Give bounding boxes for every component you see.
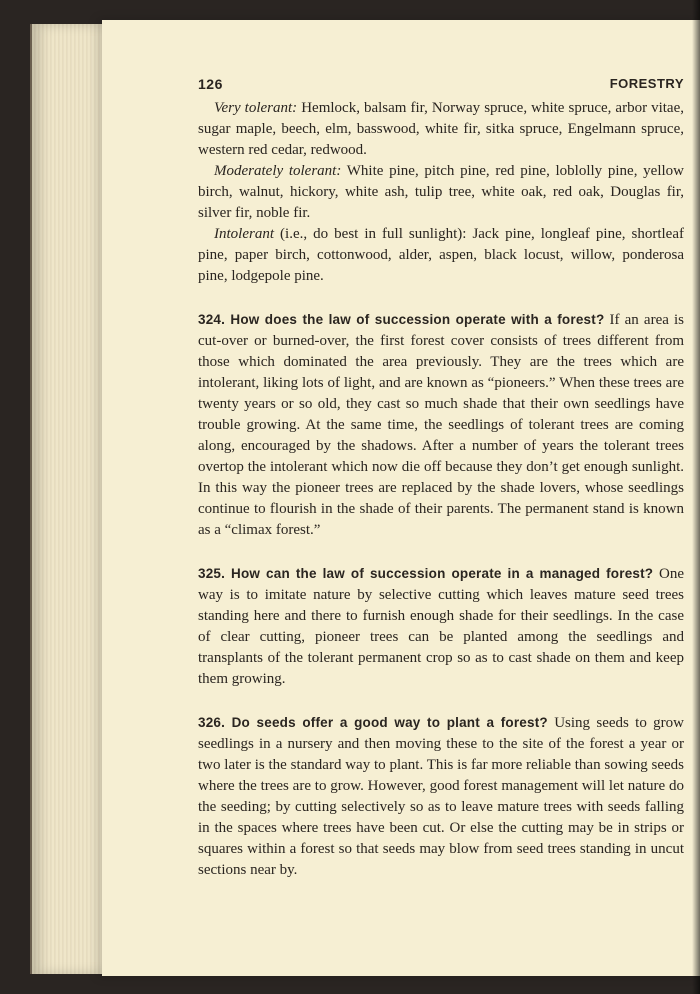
page-content [198,68,684,881]
very-tolerant-label: Very tolerant: [214,100,298,116]
question-326: 326. Do seeds offer a good way to plant a forest? [198,715,548,730]
page-header [198,68,684,92]
intolerant-label: Intolerant [214,226,274,242]
binding-shadow [692,0,700,994]
qa-326 [198,712,684,881]
moderately-tolerant-label: Moderately tolerant: [214,163,342,179]
moderately-tolerant-text: White pine, pitch pine, red pine, loblolly pine, yellow birch, walnut, hickory, white ash, tulip tree, white oak, red oak, Douglas fir, silver fir, noble fir. [198,163,684,221]
answer-324: If an area is cut-over or burned-over, the first forest cover consists of trees different from those which dominated the area previously. They are the trees which are intolerant, liking lots of light, and are known as “pioneers.” When these trees are twenty years or so old, they cast so much shade that their own seedlings have trouble growing. At the same time, the seedlings of tolerant trees are coming along, encouraged by the shadows. After a number of years the tolerant trees overtop the intolerant which now die off because they don’t get enough sunlight. In this way the pioneer trees are replaced by the shade lovers, whose seedlings continue to flourish in the shade of their parents. The permanent stand is known as a “climax forest.” [198,312,685,538]
question-324: 324. How does the law of succession operate with a forest? [198,312,605,327]
qa-325 [198,563,684,690]
page-number: 126 [198,76,223,92]
intolerant-paragraph [198,224,684,287]
answer-325: One way is to imitate nature by selective cutting which leaves mature seed trees standing here and there to furnish enough shade for their seedlings. In the case of clear cutting, pioneer trees can be planted among the seedlings and transplants of the tolerant permanent crop so as to cast shade on them and keep them growing. [198,566,684,687]
intolerant-text: (i.e., do best in full sunlight): Jack pine, longleaf pine, shortleaf pine, paper birch, cottonwood, alder, aspen, black locust, willow, ponderosa pine, lodgepole pine. [198,226,684,284]
answer-326: Using seeds to grow seedlings in a nursery and then moving these to the site of the forest a year or two later is the standard way to plant. This is far more reliable than sowing seeds where the trees are to grow. However, good forest management will let nature do the seeding; by cutting selectively so as to leave mature trees with seeds falling in the spaces where trees have been cut. Or else the cutting may be in strips or squares within a forest so that seeds may blow from seed trees standing in uncut sections near by. [198,715,684,878]
very-tolerant-text: Hemlock, balsam fir, Norway spruce, white spruce, arbor vitae, sugar maple, beech, elm, basswood, white fir, sitka spruce, Engelmann spruce, western red cedar, redwood. [198,100,684,158]
question-325: 325. How can the law of succession operate in a managed forest? [198,566,654,581]
moderately-tolerant-paragraph [198,161,684,224]
running-title: FORESTRY [609,76,684,91]
very-tolerant-paragraph [198,98,684,161]
page-edges [30,24,112,974]
qa-324 [198,309,684,541]
